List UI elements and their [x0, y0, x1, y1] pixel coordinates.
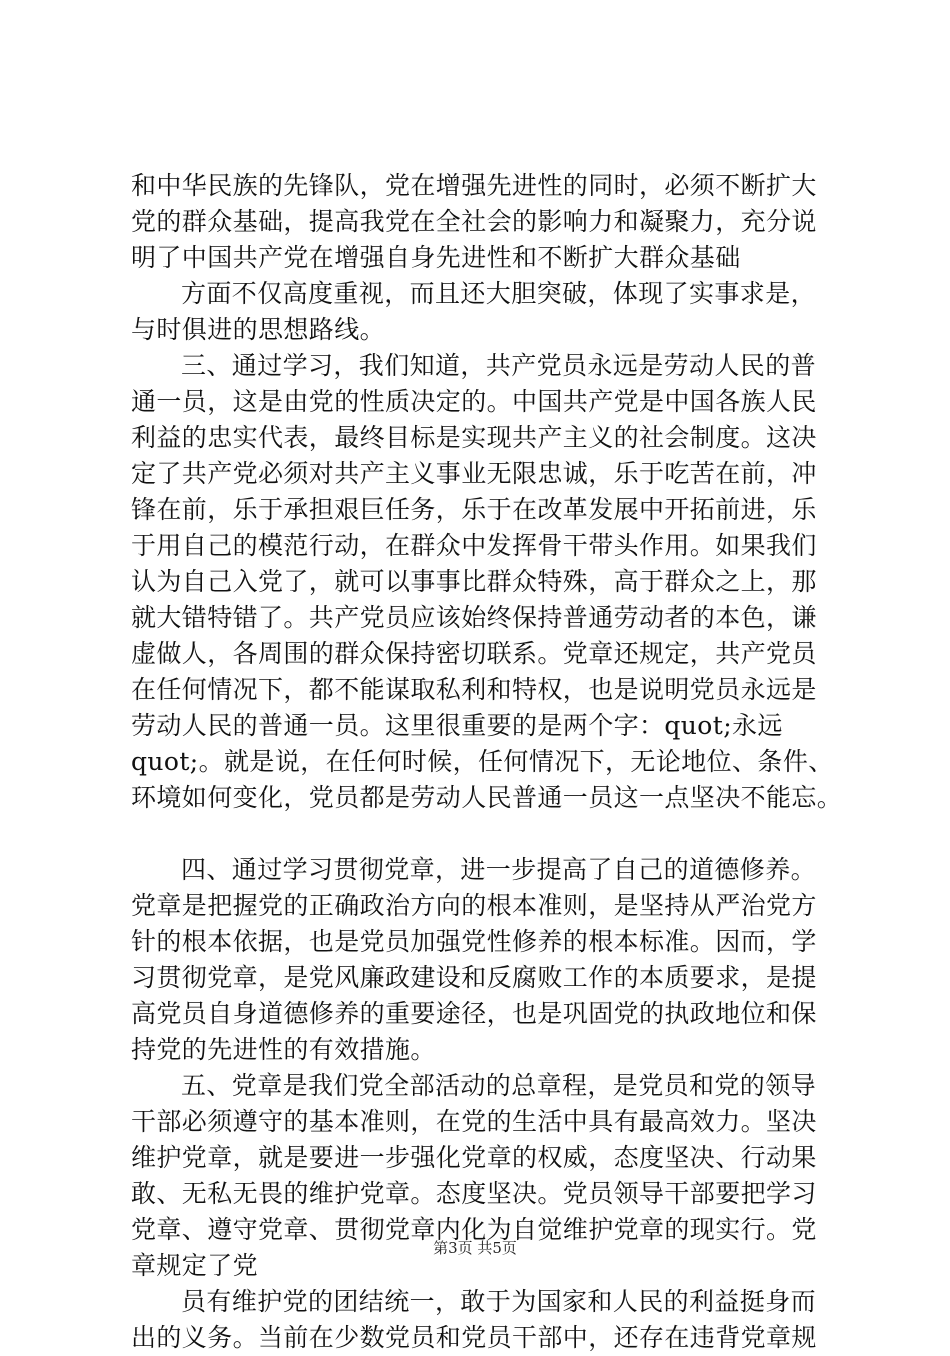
text-line: 干部必须遵守的基本准则，在党的生活中具有最高效力。坚决	[131, 1107, 817, 1136]
text-line: 三、通过学习，我们知道，共产党员永远是劳动人民的普	[181, 351, 817, 380]
text-line: 章规定了党	[131, 1251, 259, 1280]
text-line: 党的群众基础，提高我党在全社会的影响力和凝聚力，充分说	[131, 207, 817, 236]
text-line: 党章、遵守党章、贯彻党章内化为自觉维护党章的现实行。党	[131, 1215, 817, 1244]
text-line: 与时俱进的思想路线。	[131, 315, 386, 344]
text-line: 高党员自身道德修养的重要途径，也是巩固党的执政地位和保	[131, 999, 817, 1028]
text-line: 于用自己的模范行动，在群众中发挥骨干带头作用。如果我们	[131, 531, 817, 560]
blank-line	[131, 816, 831, 852]
text-line: 认为自己入党了，就可以事事比群众特殊，高于群众之上，那	[131, 567, 817, 596]
text-line: 四、通过学习贯彻党章，进一步提高了自己的道德修养。	[181, 855, 817, 884]
text-line: 和中华民族的先锋队，党在增强先进性的同时，必须不断扩大	[131, 171, 817, 200]
text-line: 五、党章是我们党全部活动的总章程，是党员和党的领导	[181, 1071, 817, 1100]
text-line: 员有维护党的团结统一，敢于为国家和人民的利益挺身而	[181, 1287, 817, 1316]
text-line: 针的根本依据，也是党员加强党性修养的根本标准。因而，学	[131, 927, 817, 956]
text-line: quot;。就是说，在任何时候，任何情况下，无论地位、条件、	[131, 747, 834, 776]
text-line: 劳动人民的普通一员。这里很重要的是两个字：quot;永远	[131, 711, 783, 740]
text-line: 持党的先进性的有效措施。	[131, 1035, 436, 1064]
text-line: 出的义务。当前在少数党员和党员干部中，还存在违背党章规	[131, 1323, 817, 1352]
text-line: 通一员，这是由党的性质决定的。中国共产党是中国各族人民	[131, 387, 817, 416]
document-body	[131, 168, 843, 1356]
text-line: 在任何情况下，都不能谋取私利和特权，也是说明党员永远是	[131, 675, 817, 704]
text-line: 明了中国共产党在增强自身先进性和不断扩大群众基础	[131, 243, 741, 272]
text-line: 方面不仅高度重视，而且还大胆突破，体现了实事求是，	[181, 279, 817, 308]
text-line: 环境如何变化，党员都是劳动人民普通一员这一点坚决不能忘。	[131, 783, 843, 812]
page-footer	[0, 1238, 950, 1258]
text-line: 利益的忠实代表，最终目标是实现共产主义的社会制度。这决	[131, 423, 817, 452]
page-number-label: 第3页 共5页	[433, 1239, 517, 1257]
text-line: 就大错特错了。共产党员应该始终保持普通劳动者的本色，谦	[131, 603, 817, 632]
text-line: 维护党章，就是要进一步强化党章的权威，态度坚决、行动果	[131, 1143, 817, 1172]
text-line: 虚做人，各周围的群众保持密切联系。党章还规定，共产党员	[131, 639, 817, 668]
text-line: 习贯彻党章，是党风廉政建设和反腐败工作的本质要求，是提	[131, 963, 817, 992]
text-line: 锋在前，乐于承担艰巨任务，乐于在改革发展中开拓前进，乐	[131, 495, 817, 524]
text-line: 党章是把握党的正确政治方向的根本准则，是坚持从严治党方	[131, 891, 817, 920]
text-line: 敢、无私无畏的维护党章。态度坚决。党员领导干部要把学习	[131, 1179, 817, 1208]
text-line: 定了共产党必须对共产主义事业无限忠诚，乐于吃苦在前，冲	[131, 459, 817, 488]
